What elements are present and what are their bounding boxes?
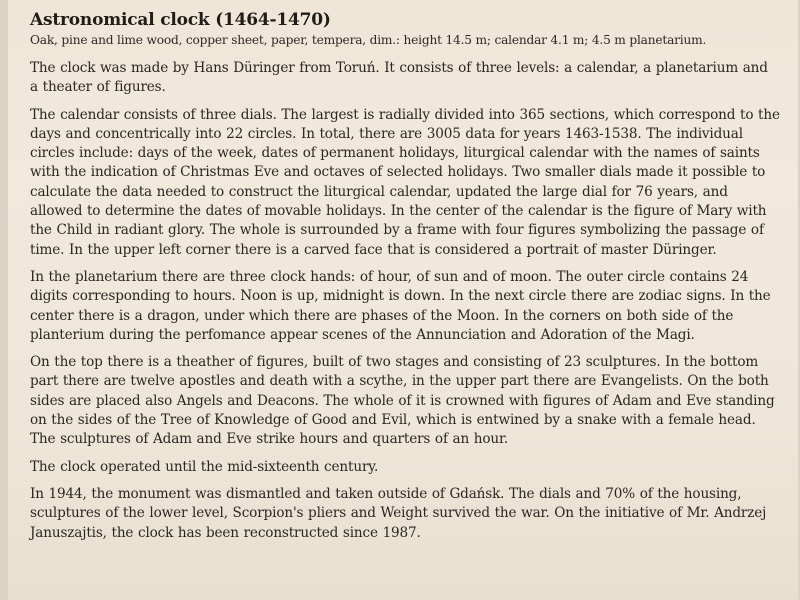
materials-dimensions: Oak, pine and lime wood, copper sheet, paper, tempera, dim.: height 14.5 m; calendar 4.1 m; 4.5 m planetarium. (30, 33, 707, 47)
paragraph-theater: On the top there is a theather of figures, built of two stages and consisting of 23 sculptures. In the bottom part there are twelve apostles and death with a scythe, in the upper part there are Evangelists. On the both sides are placed also Angels and Deacons. The whole of it is crowned with figures of Adam and Eve standing on the sides of the Tree of Knowledge of Good and Evil, which is entwined by a snake with a female head. The sculptures of Adam and Eve strike hours and quarters of an hour. (30, 354, 775, 448)
paragraph-history: In 1944, the monument was dismantled and taken outside of Gdańsk. The dials and 70% of the housing, sculptures of the lower level, Scorpion's pliers and Weight survived the war. On the initiative of Mr. Andrzej Januszajtis, the clock has been reconstructed since 1987. (30, 485, 767, 541)
paragraph-intro: The clock was made by Hans Düringer from Toruń. It consists of three levels: a calendar, a planetarium and a theater of figures. (30, 60, 768, 96)
info-panel (8, 0, 798, 600)
paragraph-planetarium: In the planetarium there are three clock hands: of hour, of sun and of moon. The outer circle contains 24 digits corresponding to hours. Noon is up, midnight is down. In the next circle there are zodiac signs. In the center there is a dragon, under which there are phases of the Moon. In the corners on both side of the planterium during the perfomance appear scenes of the Annunciation and Adoration of the Magi. (30, 268, 771, 343)
panel-title: Astronomical clock (1464-1470) (30, 10, 331, 30)
paragraph-operation: The clock operated until the mid-sixteenth century. (30, 458, 379, 475)
paragraph-calendar: The calendar consists of three dials. The largest is radially divided into 365 sections, which correspond to the days and concentrically into 22 circles. In total, there are 3005 data for years 1463-1538. The individual circles include: days of the week, dates of permanent holidays, liturgical calendar with the names of saints with the indication of Christmas Eve and octaves of selected holidays. Two smaller dials made it possible to calculate the data needed to construct the liturgical calendar, updated the large dial for 76 years, and allowed to determine the dates of movable holidays. In the center of the calendar is the figure of Mary with the Child in radiant glory. The whole is surrounded by a frame with four figures symbolizing the passage of time. In the upper left corner there is a carved face that is considered a portrait of master Düringer. (30, 106, 780, 258)
